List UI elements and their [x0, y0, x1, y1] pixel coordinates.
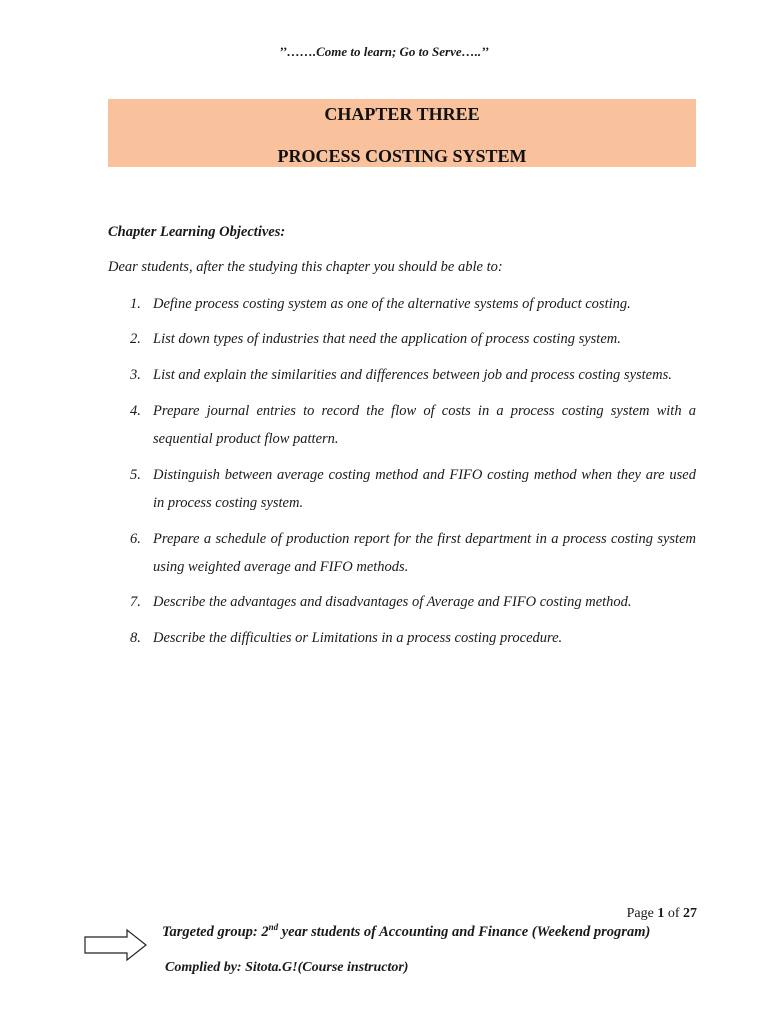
objective-text: Define process costing system as one of the alternative systems of product costing.: [153, 296, 631, 312]
objective-text: Describe the advantages and disadvantages of Average and FIFO costing method.: [153, 594, 632, 610]
chapter-title: PROCESS COSTING SYSTEM: [277, 146, 527, 166]
page-number: [627, 906, 697, 922]
objective-number: 8.: [130, 630, 141, 646]
page-of: of: [667, 906, 680, 921]
target-prefix: Targeted group: 2: [162, 923, 269, 940]
objective-number: 1.: [130, 296, 141, 312]
objective-number: 4.: [130, 403, 141, 419]
compiled-by: Complied by: Sitota.G!(Course instructor): [165, 960, 409, 975]
page-current: 1: [657, 906, 665, 921]
objective-item: [108, 361, 696, 389]
objective-text: Prepare journal entries to record the flow of costs in a process costing system with a sequential product flow pattern.: [153, 403, 696, 447]
objective-item: [108, 397, 696, 453]
objective-number: 5.: [130, 467, 141, 483]
objective-text: Distinguish between average costing method and FIFO costing method when they are used in process costing system.: [153, 467, 696, 511]
objective-item: [108, 588, 696, 616]
objective-number: 2.: [130, 331, 141, 347]
objective-text: Describe the difficulties or Limitations in a process costing procedure.: [153, 630, 563, 646]
objectives-heading: Chapter Learning Objectives:: [108, 224, 286, 240]
chapter-number: CHAPTER THREE: [324, 104, 480, 124]
objectives-intro: Dear students, after the studying this chapter you should be able to:: [108, 259, 503, 275]
page-prefix: Page: [626, 906, 654, 921]
objective-number: 7.: [130, 594, 141, 610]
objective-item: [108, 290, 696, 318]
page-total: 27: [683, 906, 697, 921]
target-sup: nd: [268, 922, 279, 932]
objective-item: [108, 461, 696, 517]
targeted-group: [162, 922, 650, 941]
objective-item: [108, 525, 696, 581]
target-suffix: year students of Accounting and Finance (Weekend program): [278, 923, 651, 940]
header-motto: ’’…….Come to learn; Go to Serve…..’’: [279, 44, 489, 59]
objective-text: List and explain the similarities and differences between job and process costing systems.: [153, 367, 672, 383]
objective-text: List down types of industries that need the application of process costing system.: [153, 331, 621, 347]
objective-item: [108, 325, 696, 353]
chapter-banner: [108, 99, 696, 167]
objective-number: 6.: [130, 531, 141, 547]
objective-number: 3.: [130, 367, 141, 383]
right-arrow-icon: [84, 928, 148, 967]
objective-text: Prepare a schedule of production report for the first department in a process costing system using weighted average and FIFO methods.: [153, 531, 696, 575]
objective-item: [108, 624, 696, 652]
